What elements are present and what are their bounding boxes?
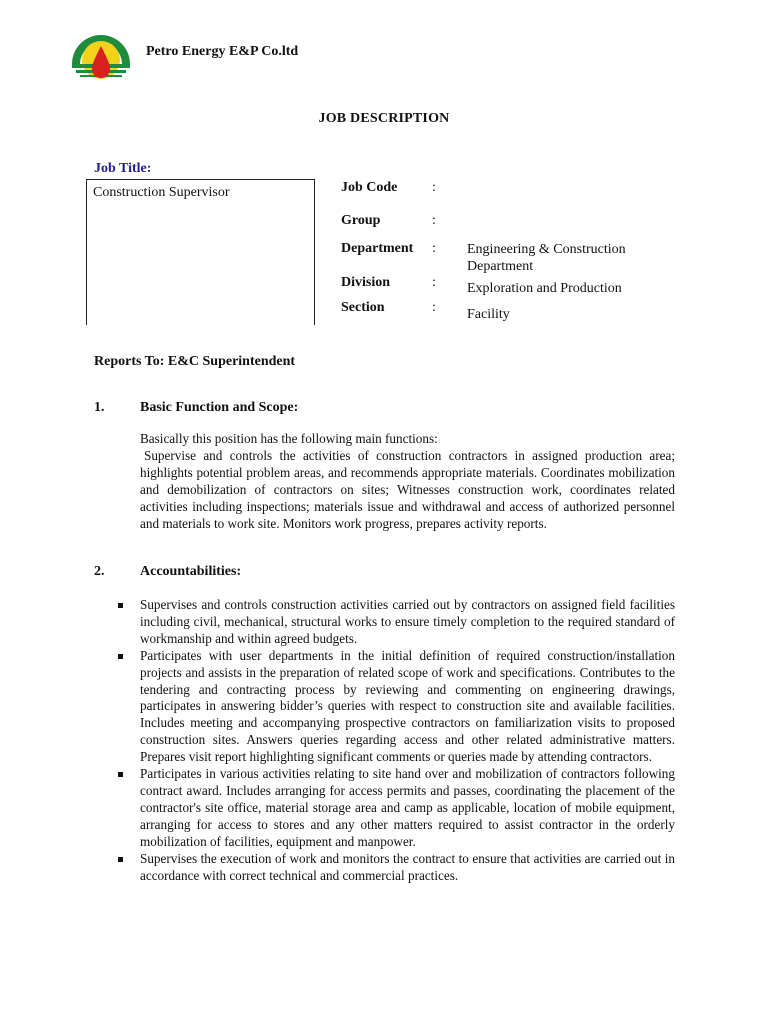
- square-bullet-icon: [118, 603, 123, 608]
- section-heading: Basic Function and Scope:: [140, 400, 299, 415]
- job-title-value: Construction Supervisor: [93, 185, 230, 200]
- list-item: [118, 766, 675, 851]
- reports-to: Reports To: E&C Superintendent: [94, 354, 296, 369]
- document-title: JOB DESCRIPTION: [318, 111, 450, 126]
- list-item-text: Participates in various activities relating to site hand over and mobilization of contractors following contract award. Includes arranging for access permits and passes, coordinating the placement of the contractor's site office, material storage area and camp as applicable, location of mobile equipment, arranging for access to stores and any other matters required to assist contractor in the orderly mobilization of facilities, equipment and manpower.: [140, 766, 675, 849]
- square-bullet-icon: [118, 772, 123, 777]
- field-label-group: Group: [341, 213, 381, 228]
- square-bullet-icon: [118, 654, 123, 659]
- field-colon: :: [432, 213, 436, 228]
- list-item-text: Supervises and controls construction activities carried out by contractors on assigned field facilities including civil, mechanical, structural works to ensure timely completion to the required standard of workmanship and within agreed budgets.: [140, 597, 675, 646]
- list-item-text: Supervises the execution of work and monitors the contract to ensure that activities are carried out in accordance with correct technical and commercial practices.: [140, 850, 675, 883]
- section-number: 2.: [94, 564, 105, 579]
- section-intro: Basically this position has the following main functions:: [140, 431, 438, 446]
- list-item: [118, 648, 675, 766]
- field-colon: :: [432, 241, 436, 256]
- field-colon: :: [432, 300, 436, 315]
- company-name: Petro Energy E&P Co.ltd: [146, 44, 299, 59]
- field-label-department: Department: [341, 241, 414, 256]
- section-heading: Accountabilities:: [140, 564, 242, 579]
- field-value-department: Engineering & Construction Department: [467, 242, 626, 274]
- field-value-section: Facility: [467, 307, 510, 322]
- field-label-division: Division: [341, 275, 391, 290]
- list-item-text: Participates with user departments in the initial definition of required construction/installation projects and assists in the preparation of related scope of work and specifications. Contributes to the tendering and contracting process by reviewing and commenting on engineering drawings, participates in answering bidder’s queries with respect to construction site and available facilities. Includes meeting and accompanying prospective contractors on familiarization visits to proposed construction sites. Answers queries regarding access and other related administrative matters. Prepares visit report highlighting significant comments or queries made by attending contractors.: [140, 647, 675, 765]
- company-logo-icon: [70, 24, 132, 80]
- square-bullet-icon: [118, 857, 123, 862]
- field-label-section: Section: [341, 300, 385, 315]
- field-colon: :: [432, 180, 436, 195]
- job-title-label: Job Title:: [94, 161, 152, 176]
- section-number: 1.: [94, 400, 105, 415]
- list-item: [118, 851, 675, 885]
- field-label-job-code: Job Code: [341, 180, 398, 195]
- field-colon: :: [432, 275, 436, 290]
- section-body: Supervise and controls the activities of construction contractors in assigned production area; highlights potential problem areas, and recommends appropriate materials. Coordinates mobilization and demobilization of contractors on sites; Witnesses construction work, coordinates related activities including inspections; materials issue and withdrawal and access of authorized personnel and materials to work site. Monitors work progress, prepares activity reports.: [140, 448, 675, 531]
- accountabilities-list: [118, 597, 675, 884]
- list-item: [118, 597, 675, 648]
- field-value-division: Exploration and Production: [467, 281, 622, 296]
